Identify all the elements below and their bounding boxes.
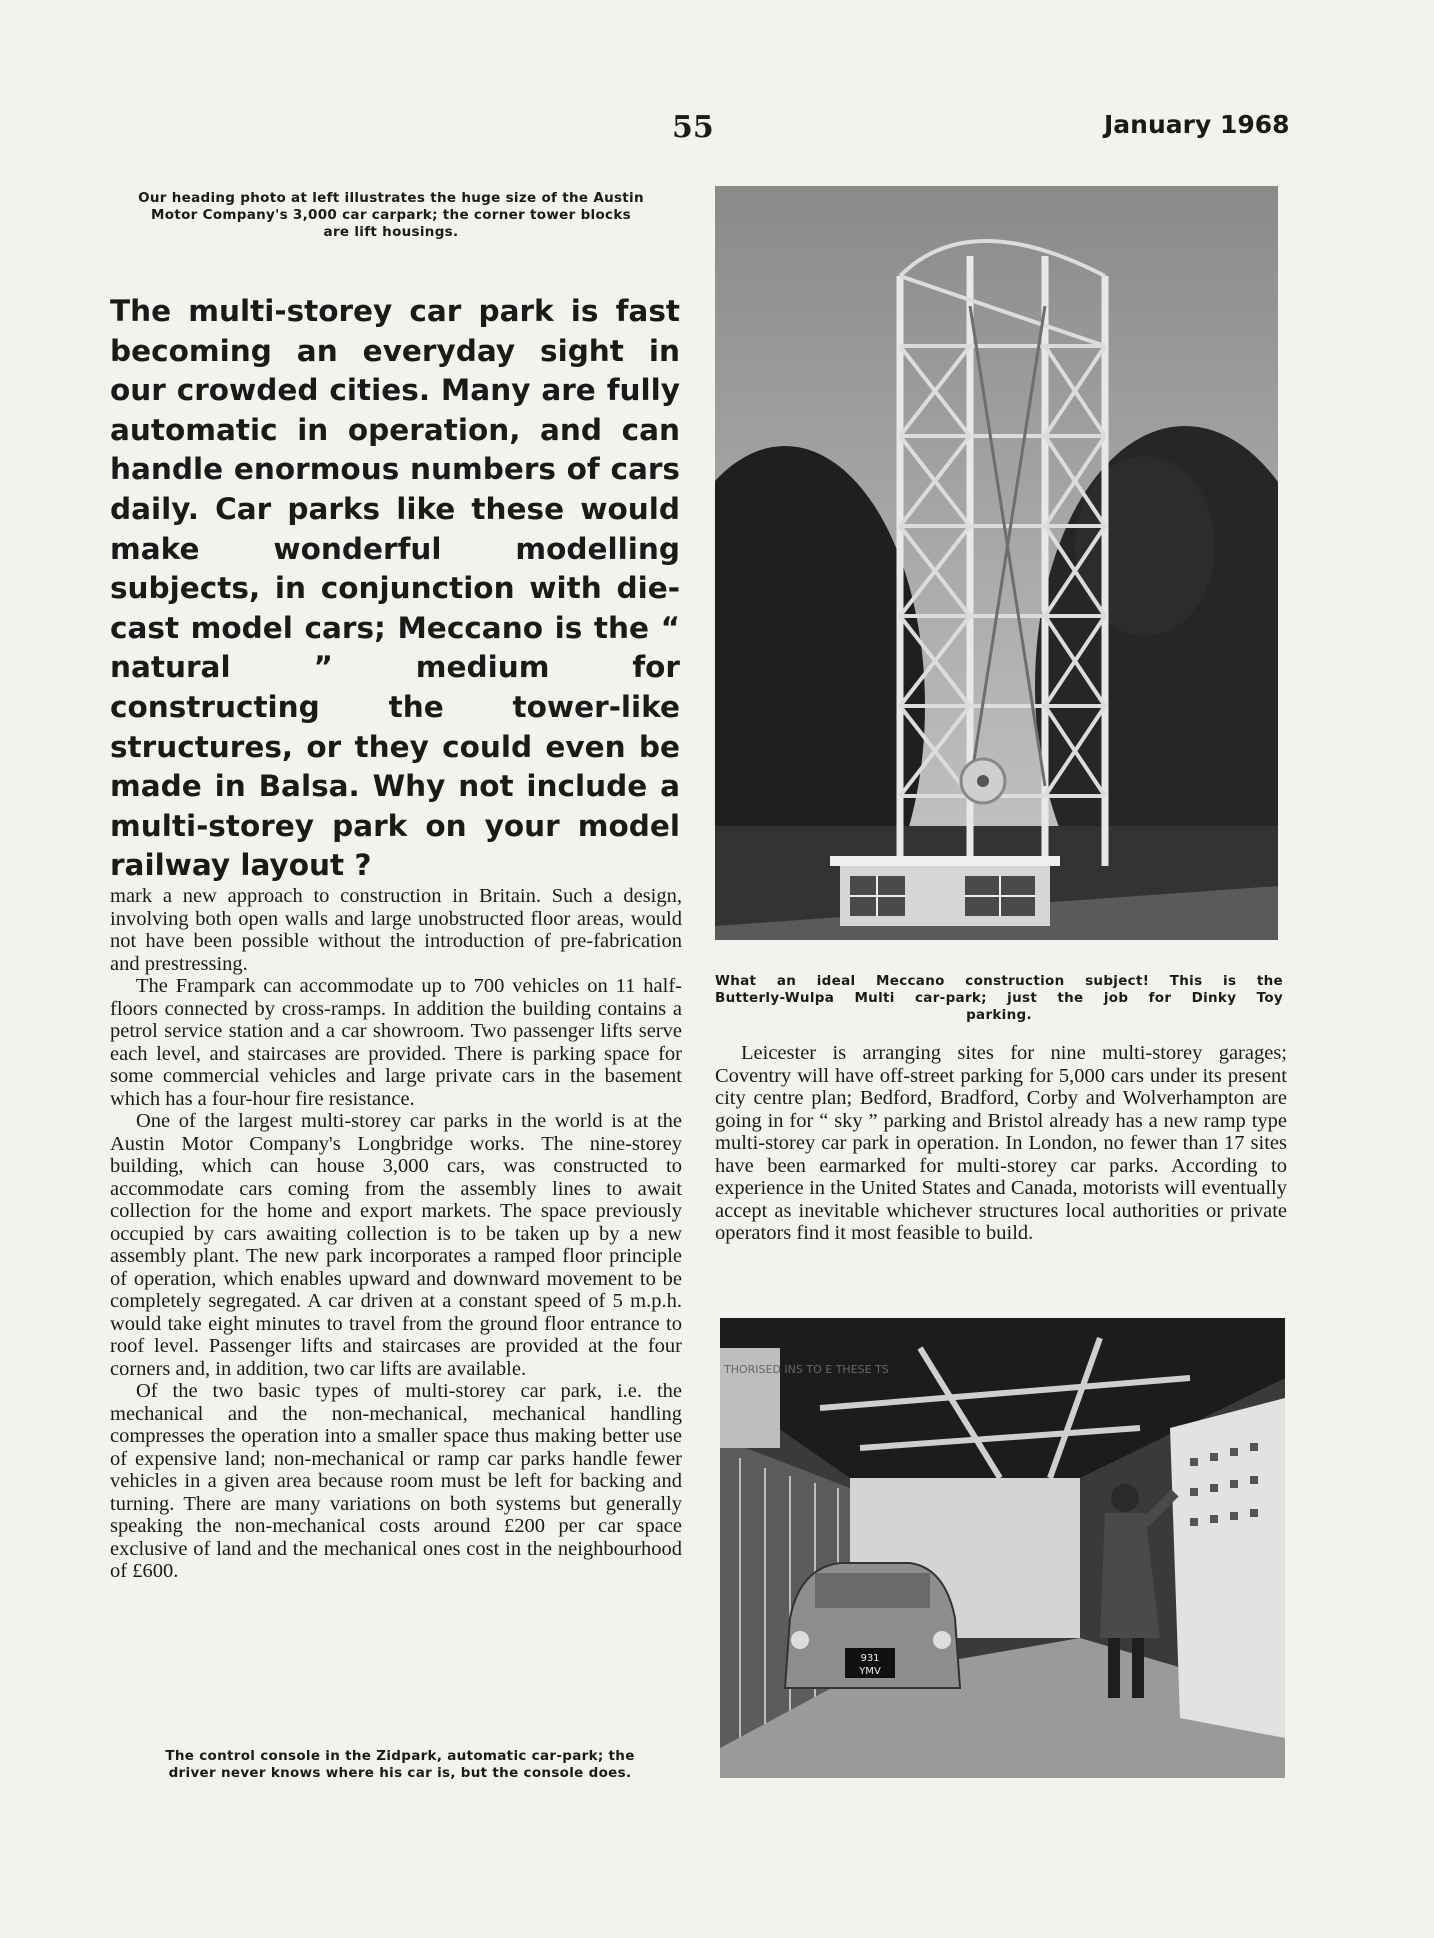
tower-photo-caption: [715, 973, 1283, 1024]
control-console-photo: [720, 1318, 1285, 1778]
console-illustration: [720, 1318, 1285, 1778]
right-column-text: [715, 1042, 1287, 1245]
left-column-text: [110, 885, 682, 1583]
caption-line: Motor Company's 3,000 car carpark; the corner tower blocks: [151, 207, 631, 223]
tower-car-park-photo: [715, 186, 1278, 940]
console-photo-caption: [112, 1748, 688, 1782]
issue-date: January 1968: [1104, 110, 1290, 139]
caption-line: The control console in the Zidpark, automatic car-park; the: [165, 1748, 635, 1764]
body-paragraph: One of the largest multi-storey car parks in the world is at the Austin Motor Company's Longbridge works. The nine-storey building, which can house 3,000 cars, was constructed to accommodate cars coming from the assembly lines to await collection for the home and export markets. The space previously occupied by cars awaiting collection is to be taken up by a new assembly plant. The new park incorporates a ramped floor principle of operation, which enables upward and downward movement to be completely segregated. A car driven at a constant speed of 5 m.p.h. would take eight minutes to travel from the ground floor entrance to roof level. Passenger lifts and staircases are provided at the four corners and, in addition, two car lifts are available.: [110, 1110, 682, 1380]
plate-top: 931: [860, 1653, 880, 1664]
caption-line: driver never knows where his car is, but the console does.: [168, 1765, 632, 1781]
body-paragraph: Leicester is arranging sites for nine multi-storey garages; Coventry will have off-street parking for 5,000 cars under its present city centre plan; Bedford, Bradford, Corby and Wolverhampton are going in for “ sky ” parking and Bristol already has a new ramp type multi-storey car park in operation. In London, no fewer than 17 sites have been earmarked for multi-storey car parks. According to experience in the United States and Canada, motorists will eventually accept as inevitable whichever structures local authorities or private operators find it most feasible to build.: [715, 1042, 1287, 1244]
intro-paragraph: The multi-storey car park is fast becoming an everyday sight in our crowded cities. Many are fully automatic in operation, and can handle enormous numbers of cars daily. Car parks like these would make wonderful modelling subjects, in conjunction with die-cast model cars; Meccano is the “ natural ” medium for constructing the tower-like structures, or they could even be made in Balsa. Why not include a multi-storey park on your model railway layout ?: [110, 294, 680, 883]
caption-line: Butterly-Wulpa Multi car-park; just the job for Dinky Toy: [715, 990, 1283, 1006]
caption-line: What an ideal Meccano construction subject! This is the: [715, 973, 1283, 989]
sign-text: THORISED INS TO E THESE TS: [724, 1363, 889, 1376]
plate-bottom: YMV: [859, 1666, 881, 1677]
body-paragraph: mark a new approach to construction in Britain. Such a design, involving both open walls and large unobstructed floor areas, would not have been possible without the introduction of pre-fabrication and prestressing.: [110, 885, 682, 975]
body-paragraph: Of the two basic types of multi-storey car park, i.e. the mechanical and the non-mechanical, mechanical handling compresses the operation into a smaller space thus making better use of expensive land; non-mechanical or ramp car parks handle fewer vehicles in a given area because room must be left for backing and turning. There are many variations on both systems but generally speaking the non-mechanical costs around £200 per car space exclusive of land and the mechanical ones cost in the neighbourhood of £600.: [110, 1380, 682, 1582]
tower-illustration: [715, 186, 1278, 940]
body-paragraph: The Frampark can accommodate up to 700 vehicles on 11 half-floors connected by cross-ramps. In addition the building contains a petrol service station and a car showroom. Two passenger lifts serve each level, and staircases are provided. There is parking space for some commercial vehicles and large private cars in the basement which has a four-hour fire resistance.: [110, 975, 682, 1110]
parked-car: [785, 1563, 960, 1688]
page-number: 55: [672, 110, 714, 145]
heading-photo-caption: [108, 190, 674, 241]
caption-line: parking.: [966, 1007, 1032, 1023]
caption-line: Our heading photo at left illustrates the huge size of the Austin: [138, 190, 644, 206]
caption-line: are lift housings.: [323, 224, 459, 240]
